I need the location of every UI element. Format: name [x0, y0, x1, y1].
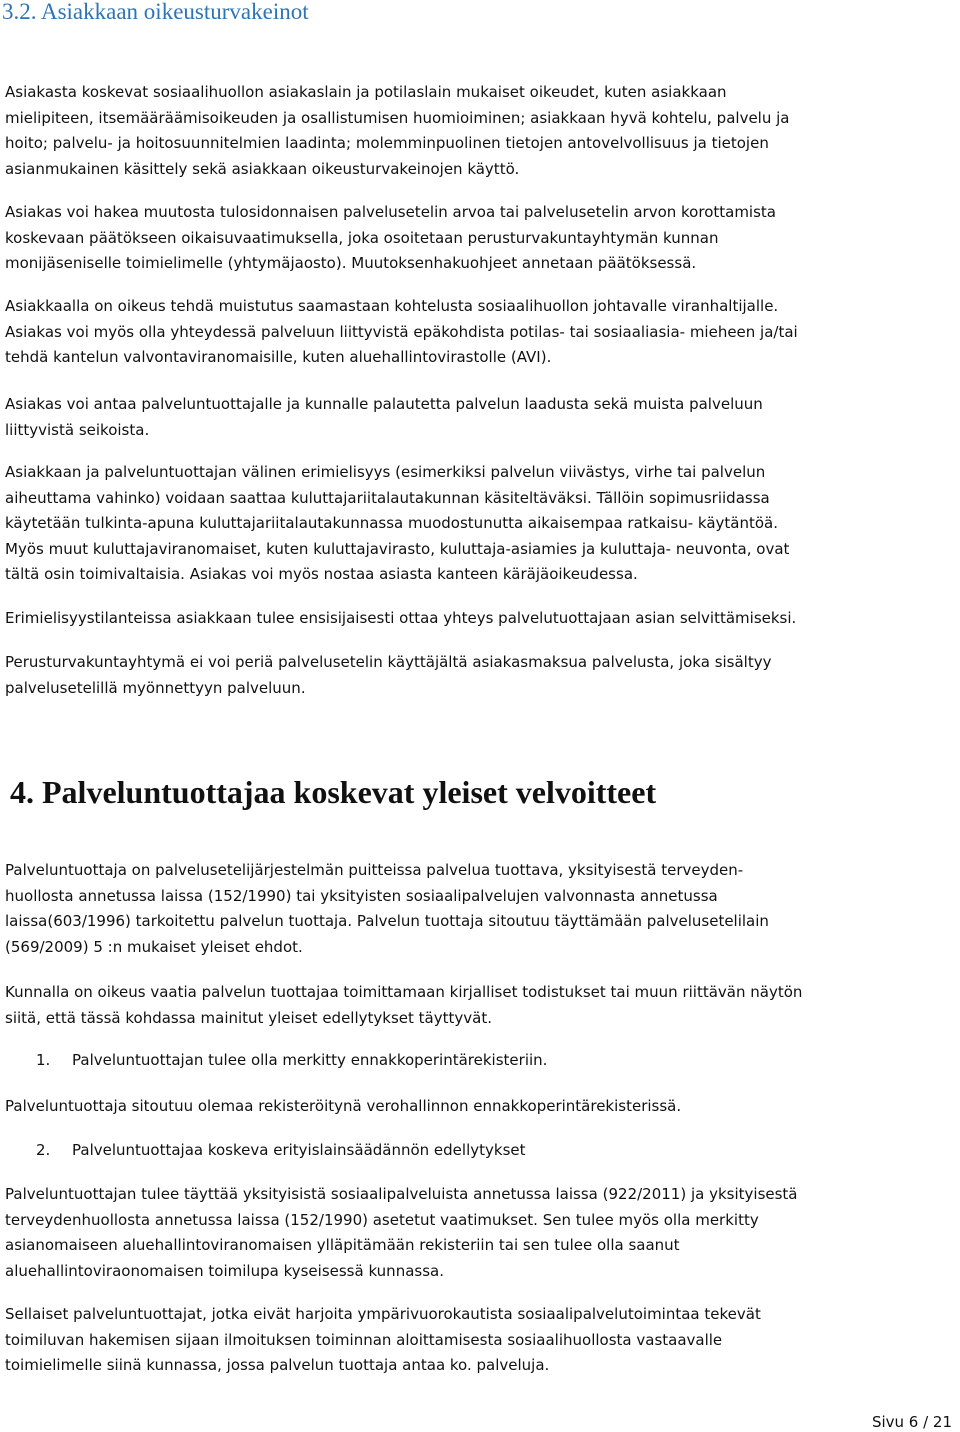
text-line: Sellaiset palveluntuottajat, jotka eivät harjoita ympärivuorokautista sosiaalipalvelutoimintaa tekevät — [5, 1305, 761, 1323]
paragraph-client-fee — [5, 650, 960, 701]
text-line: monijäseniselle toimielimelle (yhtymäjaosto). Muutoksenhakuohjeet annetaan päätöksessä. — [5, 254, 697, 273]
text-line: toimiluvan hakemisen sijaan ilmoituksen toiminnan aloittamisesta sosiaalihuollosta vastaavalle — [5, 1330, 723, 1349]
text-line: Palveluntuottaja sitoutuu olemaa rekisteröitynä verohallinnon ennakkoperintärekisterissä. — [5, 1097, 682, 1115]
paragraph-disputes — [5, 460, 960, 588]
text-line: Asiakkaan ja palveluntuottajan välinen erimielisyys (esimerkiksi palvelun viivästys, virhe tai palvelun — [5, 463, 766, 481]
text-line: Asiakas voi myös olla yhteydessä palveluun liittyvistä epäkohdista potilas- tai sosiaaliasia- mieheen ja/tai — [5, 322, 798, 341]
list-item-text: Palveluntuottajaa koskeva erityislainsäädännön edellytykset — [72, 1141, 526, 1159]
text-line: Myös muut kuluttajaviranomaiset, kuten kuluttajavirasto, kuluttaja-asiamies ja kuluttaja- neuvonta, ovat — [5, 539, 790, 558]
list-item-1 — [36, 1048, 547, 1074]
text-line: (569/2009) 5 :n mukaiset yleiset ehdot. — [5, 937, 303, 956]
text-line: aluehallintoviraonomaisen toimilupa kyseisessä kunnassa. — [5, 1261, 444, 1280]
text-line: liittyvistä seikoista. — [5, 420, 150, 439]
paragraph-legal-requirements — [5, 1182, 960, 1284]
text-line: toimielimelle siinä kunnassa, jossa palvelun tuottaja antaa ko. palveluja. — [5, 1356, 550, 1375]
text-line: Asiakasta koskevat sosiaalihuollon asiakaslain ja potilaslain mukaiset oikeudet, kuten asiakkaan — [5, 83, 727, 101]
paragraph-notification — [5, 1302, 960, 1379]
text-line: Kunnalla on oikeus vaatia palvelun tuottajaa toimittamaan kirjalliset todistukset tai muun riittävän näytön — [5, 983, 803, 1001]
section-heading-4: 4. Palveluntuottajaa koskevat yleiset velvoitteet — [10, 774, 657, 810]
text-line: Palveluntuottaja on palvelusetelijärjestelmän puitteissa palvelua tuottava, yksityisestä terveyden- — [5, 861, 744, 879]
list-number: 1. — [36, 1051, 51, 1069]
text-line: tältä osin toimivaltaisia. Asiakas voi myös nostaa asiasta kanteen käräjäoikeudessa. — [5, 565, 638, 584]
text-line: siitä, että tässä kohdassa mainitut yleiset edellytykset täyttyvät. — [5, 1008, 492, 1027]
paragraph-disagreement — [5, 606, 960, 632]
text-line: Erimielisyystilanteissa asiakkaan tulee ensisijaisesti ottaa yhteys palvelutuottajaan asian selvittämiseksi. — [5, 609, 797, 627]
text-line: Asiakas voi antaa palveluntuottajalle ja kunnalle palautetta palvelun laadusta sekä muista palveluun — [5, 395, 763, 413]
text-line: Palveluntuottajan tulee täyttää yksityisistä sosiaalipalveluista annetussa laissa (922/2011) ja yksityisestä — [5, 1185, 798, 1203]
paragraph-complaint — [5, 294, 960, 371]
paragraph-municipality-rights — [5, 980, 960, 1031]
text-line: asianmukainen käsittely sekä asiakkaan oikeusturvakeinojen käyttö. — [5, 159, 520, 178]
list-item-2 — [36, 1138, 526, 1164]
paragraph-service-provider — [5, 858, 960, 960]
text-line: mielipiteen, itsemääräämisoikeuden ja osallistumisen huomioiminen; asiakkaan hyvä kohtelu, palvelu ja — [5, 108, 790, 127]
text-line: aiheuttama vahinko) voidaan saattaa kuluttajariitalautakunnan käsiteltäväksi. Tällöin sopimusriidassa — [5, 488, 770, 507]
text-line: tehdä kantelun valvontaviranomaisille, kuten aluehallintovirastolle (AVI). — [5, 348, 552, 367]
text-line: huollosta annetussa laissa (152/1990) tai yksityisten sosiaalipalvelujen valvonnasta annetussa — [5, 886, 718, 905]
text-line: Asiakkaalla on oikeus tehdä muistutus saamastaan kohtelusta sosiaalihuollon johtavalle viranhaltijalle. — [5, 297, 779, 315]
text-line: palvelusetelillä myönnettyyn palveluun. — [5, 678, 306, 697]
text-line: käytetään tulkinta-apuna kuluttajariitalautakunnassa muodostunutta aikaisempaa ratkaisu- käytäntöä. — [5, 514, 779, 533]
page-number: Sivu 6 / 21 — [871, 1413, 952, 1431]
list-number: 2. — [36, 1141, 51, 1159]
text-line: Perusturvakuntayhtymä ei voi periä palvelusetelin käyttäjältä asiakasmaksua palvelusta, joka sisältyy — [5, 653, 772, 671]
text-line: hoito; palvelu- ja hoitosuunnitelmien laadinta; molemminpuolinen tietojen antovelvollisuus ja tietojen — [5, 134, 769, 153]
text-line: terveydenhuollosta annetussa laissa (152/1990) asetetut vaatimukset. Sen tulee myös olla merkitty — [5, 1210, 759, 1229]
text-line: asianomaiseen aluehallintoviranomaisen ylläpitämään rekisteriin tai sen tulee olla saanut — [5, 1236, 680, 1255]
paragraph-feedback — [5, 392, 960, 443]
paragraph-appeal — [5, 200, 960, 277]
text-line: laissa(603/1996) tarkoitettu palvelun tuottaja. Palvelun tuottaja sitoutuu täyttämään palvelusetelilain — [5, 912, 769, 931]
paragraph-tax-register — [5, 1094, 960, 1120]
section-heading-3-2: 3.2. Asiakkaan oikeusturvakeinot — [2, 0, 309, 24]
text-line: koskevaan päätökseen oikaisuvaatimuksella, joka osoitetaan perusturvakuntayhtymän kunnan — [5, 228, 719, 247]
list-item-text: Palveluntuottajan tulee olla merkitty ennakkoperintärekisteriin. — [72, 1051, 548, 1069]
text-line: Asiakas voi hakea muutosta tulosidonnaisen palvelusetelin arvoa tai palvelusetelin arvon korottamista — [5, 203, 776, 221]
paragraph-client-rights — [5, 80, 960, 182]
